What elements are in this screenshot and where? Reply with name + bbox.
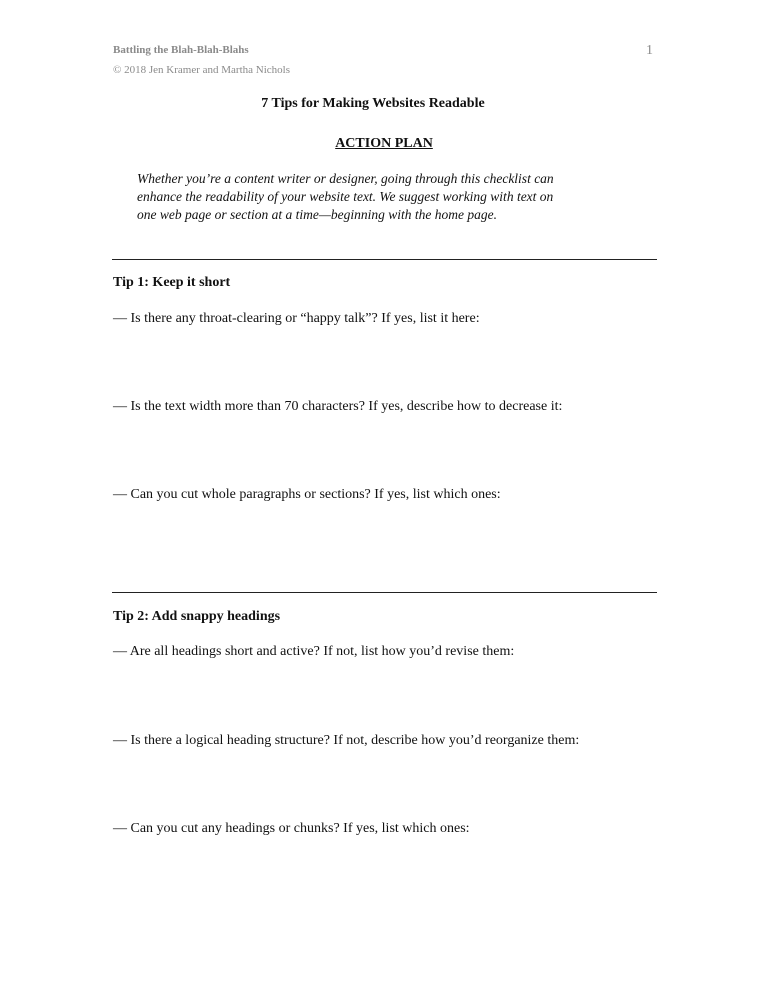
section-divider <box>112 259 657 260</box>
tip-2-heading: Tip 2: Add snappy headings <box>113 609 281 624</box>
document-title: 7 Tips for Making Websites Readable <box>261 96 485 111</box>
tip-2-question-1: — Are all headings short and active? If not, list how you’d revise them: <box>113 644 515 659</box>
intro-paragraph <box>137 170 637 224</box>
tip-2-question-2: — Is there a logical heading structure? If not, describe how you’d reorganize them: <box>113 733 580 748</box>
tip-1-heading: Tip 1: Keep it short <box>113 275 231 290</box>
intro-line: one web page or section at a time—beginning with the home page. <box>137 207 497 222</box>
page-number: 1 <box>646 43 653 58</box>
section-divider <box>112 592 657 593</box>
tip-1-question-1: — Is there any throat-clearing or “happy talk”? If yes, list it here: <box>113 311 480 326</box>
running-header-title: Battling the Blah-Blah-Blahs <box>113 44 249 56</box>
tip-2-question-3: — Can you cut any headings or chunks? If yes, list which ones: <box>113 821 470 836</box>
tip-1-question-3: — Can you cut whole paragraphs or sections? If yes, list which ones: <box>113 487 501 502</box>
running-header-copyright: © 2018 Jen Kramer and Martha Nichols <box>113 64 290 76</box>
tip-1-question-2: — Is the text width more than 70 characters? If yes, describe how to decrease it: <box>113 399 563 414</box>
intro-line: enhance the readability of your website text. We suggest working with text on <box>137 189 554 204</box>
action-plan-heading: ACTION PLAN <box>335 136 433 151</box>
intro-line: Whether you’re a content writer or designer, going through this checklist can <box>137 171 554 186</box>
